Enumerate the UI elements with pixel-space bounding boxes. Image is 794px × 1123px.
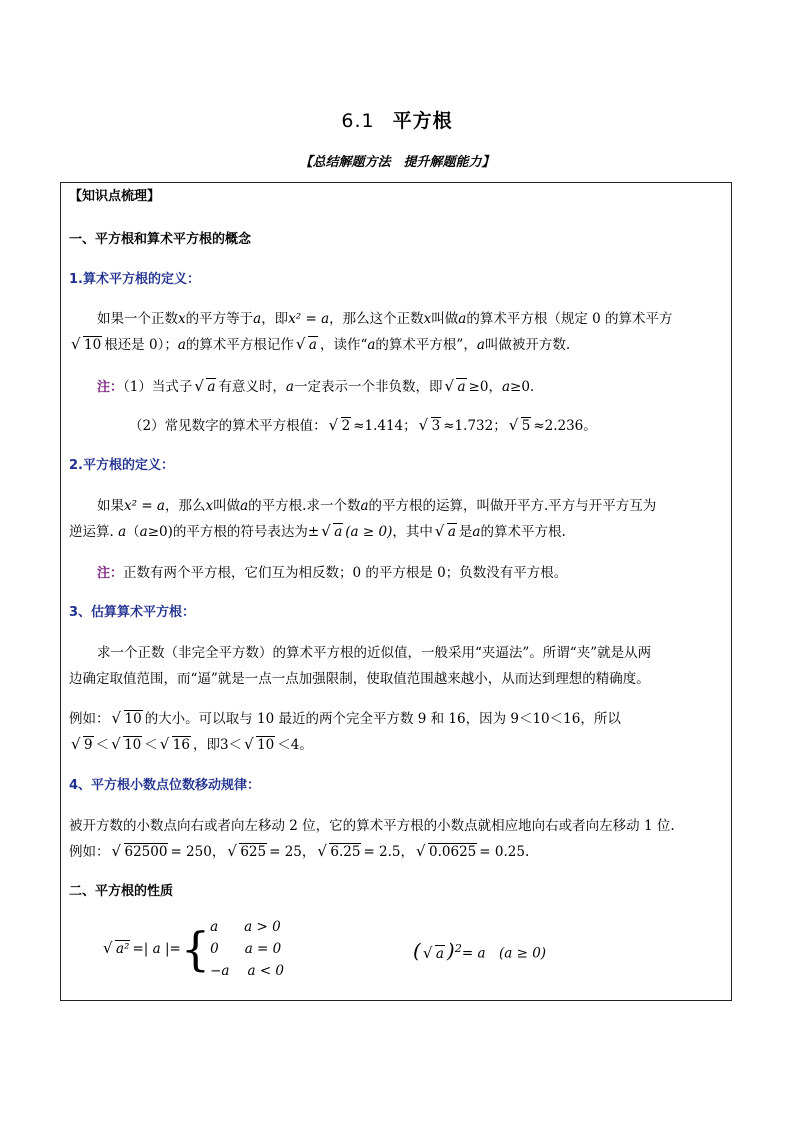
s3-example-2: √ 9 ＜√ 10 ＜√ 16 ，即3＜√ 10 ＜4。 <box>69 735 313 755</box>
s1-heading: 1.算术平方根的定义： <box>69 272 200 287</box>
formula-cases: a a > 0 0 a = 0 −a a < 0 <box>210 919 285 979</box>
formula-square: (√ a )$^2$= a (a ≥ 0) <box>413 939 546 964</box>
s4-example: 例如：√ 62500 = 250，√ 625 = 25，√ 6.25 = 2.5，√ 0.0625 = 0.25. <box>69 842 529 862</box>
s4-heading: 4、平方根小数点位数移动规律： <box>69 778 261 793</box>
part2-heading: 二、平方根的性质 <box>69 884 174 899</box>
note-3: 注：正数有两个平方根，它们互为相反数；0 的平方根是 0；负数没有平方根。 <box>97 565 568 581</box>
s3-line1: 求一个正数（非完全平方数）的算术平方根的近似值，一般采用“夹逼法”。所谓“夹”就是从两 <box>97 645 652 661</box>
part1-heading: 一、平方根和算术平方根的概念 <box>69 232 252 247</box>
knowledge-box <box>60 182 732 1001</box>
formula-abs: √ a² =| a |={ a a > 0 0 a = 0 −a a < 0 <box>101 916 284 982</box>
s1-line2: √ 10 根还是 0）；a的算术平方根记作√ a ，读作“a的算术平方根”，a叫做被开方数. <box>69 335 570 355</box>
page-title <box>0 106 794 133</box>
s2-heading: 2.平方根的定义： <box>69 458 174 473</box>
sqrt-10: √ 10 <box>71 335 102 355</box>
s1-line1: 如果一个正数x的平方等于a，即x² = a，那么这个正数x叫做a的算术平方根（规定 0 的算术平方 <box>97 311 673 327</box>
s3-heading: 3、估算算术平方根： <box>69 605 196 620</box>
s3-example: 例如：√ 10 的大小。可以取与 10 最近的两个完全平方数 9 和 16，因为 9＜10＜16，所以 <box>69 709 621 729</box>
title-text: 平方根 <box>392 110 453 132</box>
title-number: 6.1 <box>341 110 375 132</box>
subtitle: 【总结解题方法 提升解题能力】 <box>299 155 495 170</box>
s3-line2: 边确定取值范围，而“逼”就是一点一点加强限制，使取值范围越来越小，从而达到理想的精确度。 <box>69 671 650 687</box>
section-knowledge: 【知识点梳理】 <box>69 189 161 204</box>
s2-line1: 如果x² = a，那么x叫做a的平方根.求一个数a的平方根的运算，叫做开平方.平方与开平方互为 <box>97 498 657 514</box>
note-1: 注：（1）当式子√ a 有意义时，a一定表示一个非负数，即√ a ≥0，a≥0. <box>97 377 534 398</box>
s4-line1: 被开方数的小数点向右或者向左移动 2 位，它的算术平方根的小数点就相应地向右或者向左移动 1 位. <box>69 818 675 834</box>
s2-line2: 逆运算. a（a≥0)的平方根的符号表达为±√ a (a ≥ 0)，其中√ a 是a的算术平方根. <box>69 522 566 542</box>
note-2: （2）常见数字的算术平方根值：√ 2 ≈1.414；√ 3 ≈1.732；√ 5 ≈2.236。 <box>129 416 597 436</box>
